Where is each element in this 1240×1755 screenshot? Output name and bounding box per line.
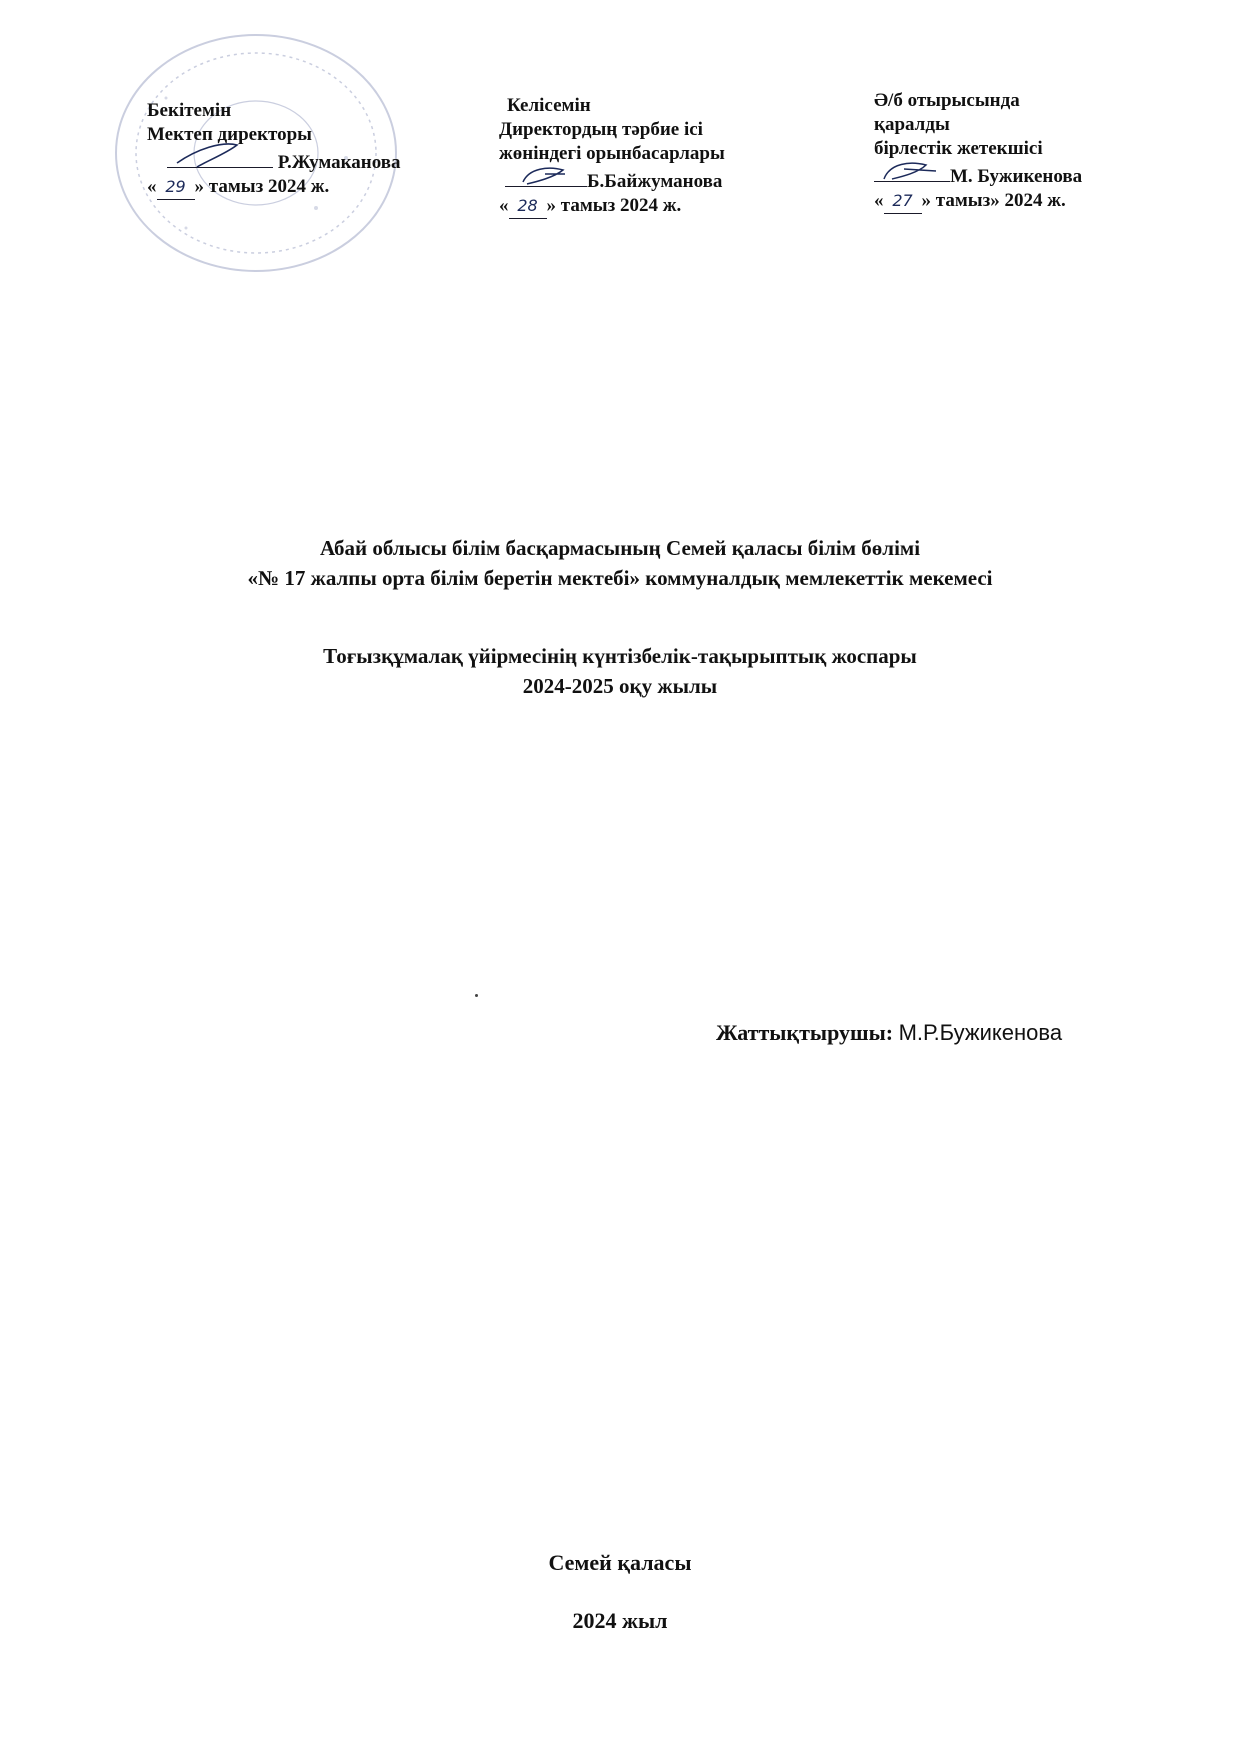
city-footer: Семей қаласы (548, 1550, 692, 1575)
approve-name: Р.Жумаканова (277, 152, 401, 173)
approve-signature-line (147, 147, 401, 175)
plan-title: Тоғызқұмалақ үйірмесінің күнтізбелік-тақырыптық жоспары (323, 644, 917, 668)
speck (475, 994, 478, 997)
trainer-line (716, 1020, 1062, 1046)
plan-year: 2024-2025 оқу жылы (522, 674, 718, 698)
agree-role-line1: Директордың тәрбие ісі (499, 119, 703, 140)
review-title-line2: қаралды (874, 114, 950, 135)
agree-date: « 28 » тамыз 2024 ж. (499, 194, 725, 219)
approve-role: Мектеп директоры (147, 124, 313, 145)
approve-date-day: 29 (157, 175, 195, 200)
agree-date-day: 28 (509, 194, 547, 219)
review-title-line1: Ә/б отырысында (874, 90, 1020, 111)
agree-signature-line (499, 166, 725, 194)
trainer-label: Жаттықтырушы: (716, 1020, 894, 1045)
year-footer: 2024 жыл (572, 1608, 668, 1633)
institution-header (0, 533, 1240, 593)
deputy-signature (505, 166, 587, 187)
agree-role-line2: жөніндегі орынбасарлары (499, 143, 725, 164)
review-date: « 27 » тамыз» 2024 ж. (874, 189, 1082, 214)
institution-line2: «№ 17 жалпы орта білім беретін мектебі» коммуналдық мемлекеттік мекемесі (247, 566, 993, 590)
review-signature-line (874, 161, 1082, 189)
review-name: М. Бужикенова (950, 166, 1083, 187)
review-date-day: 27 (884, 189, 922, 214)
methodical-signature (874, 161, 950, 182)
approve-title: Бекітемін (147, 100, 232, 121)
plan-title-block (0, 641, 1240, 701)
institution-line1: Абай облысы білім басқармасының Семей қаласы білім бөлімі (319, 536, 921, 560)
director-signature (167, 147, 273, 168)
approval-block-deputy (499, 94, 725, 219)
review-role: бірлестік жетекшісі (874, 138, 1043, 159)
trainer-name: М.Р.Бужикенова (898, 1020, 1063, 1045)
approval-block-director (147, 99, 401, 200)
approval-block-methodical (874, 89, 1082, 214)
agree-name: Б.Байжуманова (587, 171, 723, 192)
approve-date: « 29 » тамыз 2024 ж. (147, 175, 401, 200)
agree-title: Келісемін (507, 95, 591, 116)
